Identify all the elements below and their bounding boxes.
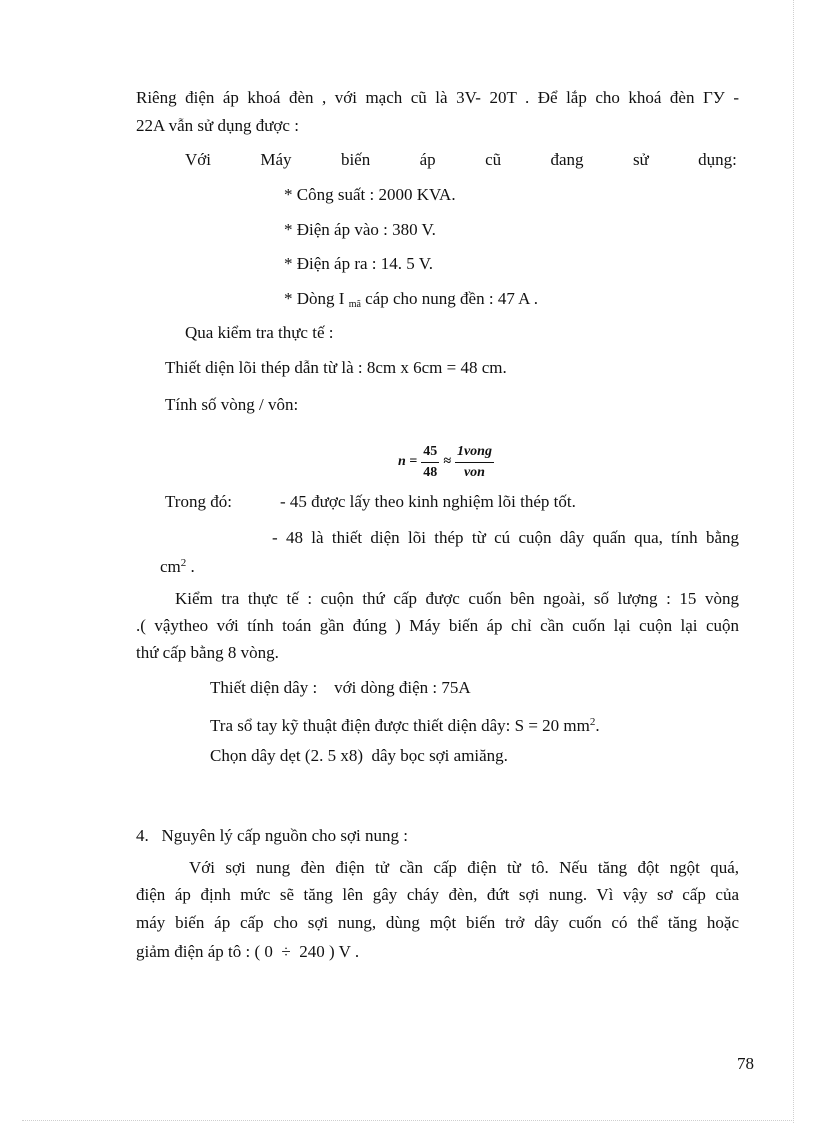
wire-lookup-end: . — [595, 716, 600, 735]
where-unit — [160, 552, 195, 578]
denominator: 48 — [423, 464, 438, 480]
word: dụng: — [698, 150, 737, 169]
numerator: 45 — [421, 444, 439, 463]
paragraph-line: Riêng điện áp khoá đèn , với mạch cũ là 3V- 20T . Để lắp cho khoá đèn ГУ - — [136, 88, 739, 107]
page-border-right — [793, 0, 794, 1123]
word: sử — [632, 150, 649, 169]
where-item: - 45 được lấy theo kinh nghiệm lõi thép tốt. — [280, 492, 576, 511]
word: biến — [340, 150, 371, 169]
paragraph-line: Kiểm tra thực tế : cuộn thứ cấp được cuốn bên ngoài, số lượng : 15 vòng — [175, 589, 739, 608]
spec-output-voltage: * Điện áp ra : 14. 5 V. — [284, 254, 434, 273]
unit-text: cm — [160, 557, 181, 576]
spec-current — [284, 288, 538, 316]
spec-current-suffix: cáp cho nung đền : 47 A . — [365, 289, 538, 308]
paragraph-line: thứ cấp bằng 8 vòng. — [136, 643, 279, 662]
approx-symbol: ≈ — [443, 454, 451, 469]
page-number: 78 — [737, 1054, 754, 1073]
paragraph-line: 22A vẫn sử dụng được : — [136, 116, 299, 135]
wire-cross-section: Thiết diện dây : với dòng điện : 75A — [210, 678, 471, 697]
fraction-45-48 — [421, 444, 439, 481]
where-item: - 48 là thiết diện lõi thép từ cú cuộn dây quấn qua, tính bằng — [272, 528, 739, 547]
page-border-bottom — [22, 1120, 794, 1121]
wire-lookup-superscript: 2 — [589, 716, 596, 728]
wire-lookup-text: Tra sổ tay kỹ thuật điện được thiết diện dây: S = 20 mm — [210, 716, 590, 735]
paragraph-line: điện áp định mức sẽ tăng lên gây cháy đèn, đứt sợi nung. Vì vậy sơ cấp của — [136, 885, 739, 904]
wire-choice: Chọn dây dẹt (2. 5 x8) dây bọc sợi amiăng. — [210, 746, 508, 765]
transformer-heading — [185, 149, 737, 171]
unit-end: . — [186, 557, 195, 576]
numerator: 1vong — [455, 444, 494, 463]
turns-formula — [398, 440, 498, 484]
spec-power: * Công suất : 2000 KVA. — [284, 185, 456, 204]
fraction-vong-von — [455, 444, 494, 481]
wire-lookup — [210, 711, 600, 737]
paragraph-line: máy biến áp cấp cho sợi nung, dùng một biến trở dây cuốn có thể tăng hoặc — [136, 913, 739, 932]
spec-input-voltage: * Điện áp vào : 380 V. — [284, 220, 436, 239]
where-label: Trong đó: — [165, 492, 232, 511]
check-turns-label: Tính số vòng / vôn: — [165, 395, 299, 414]
formula-lhs: n = — [398, 454, 418, 469]
check-cross-section: Thiết diện lõi thép dẫn từ là : 8cm x 6cm = 48 cm. — [165, 358, 507, 377]
word: áp — [419, 150, 436, 169]
word: cũ — [485, 150, 502, 169]
check-heading: Qua kiểm tra thực tế : — [185, 323, 334, 342]
word: Với — [185, 150, 211, 169]
unit-superscript: 2 — [180, 557, 187, 569]
word: Máy — [260, 150, 292, 169]
denominator: von — [463, 464, 485, 480]
paragraph-line: Với sợi nung đèn điện tử cần cấp điện từ tô. Nếu tăng đột ngột quá, — [189, 858, 739, 877]
spec-current-subscript: mã — [348, 299, 361, 310]
word: đang — [550, 150, 584, 169]
spec-current-prefix: * Dòng I — [284, 289, 345, 308]
paragraph-line: .( vậytheo với tính toán gần đúng ) Máy biến áp chỉ cần cuốn lại cuộn lại cuộn — [136, 616, 739, 635]
paragraph-line: giảm điện áp tô : ( 0 ÷ 240 ) V . — [136, 942, 360, 961]
section-heading: 4. Nguyên lý cấp nguồn cho sợi nung : — [136, 826, 408, 845]
